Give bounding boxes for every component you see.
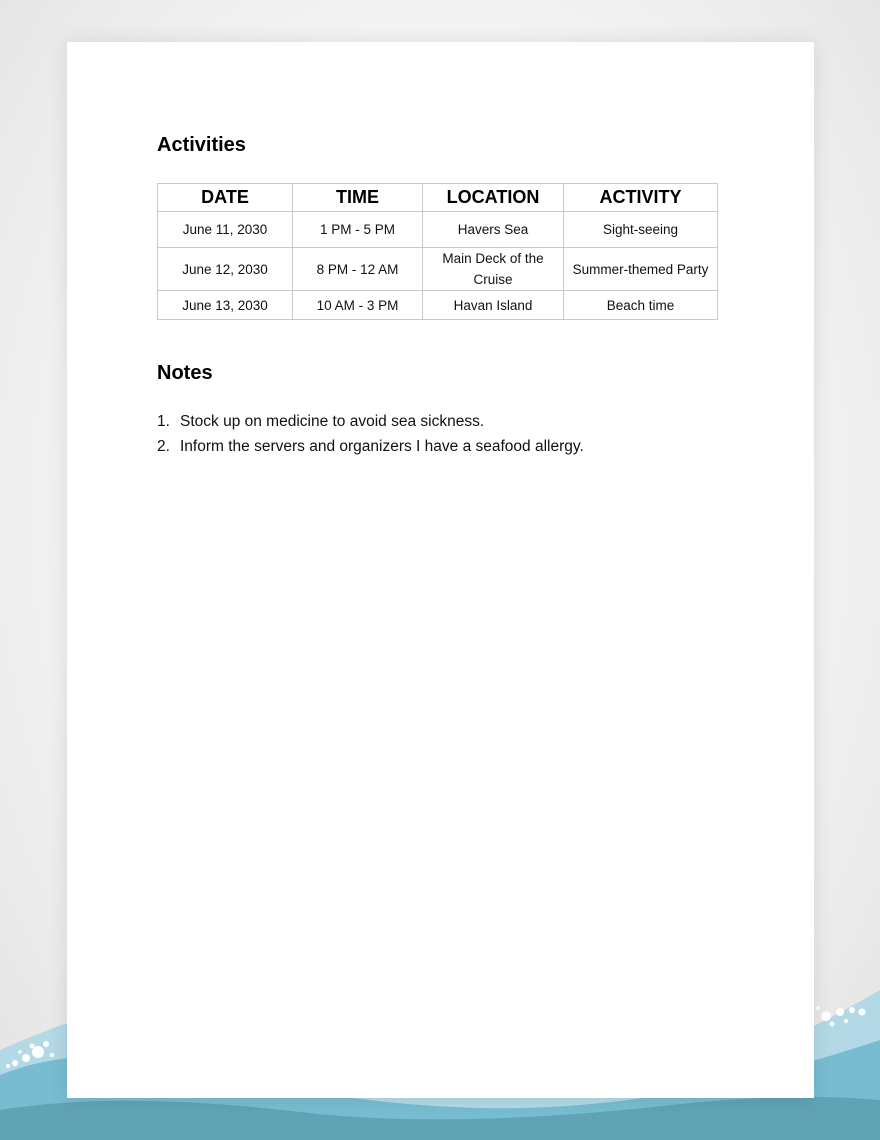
cell-location: Havan Island <box>423 291 564 320</box>
notes-heading: Notes <box>157 362 213 384</box>
cell-time: 1 PM - 5 PM <box>293 212 423 248</box>
header-location: LOCATION <box>423 184 564 212</box>
document-page <box>67 42 814 1098</box>
list-item-text: Inform the servers and organizers I have a seafood allergy. <box>180 438 584 455</box>
cell-activity: Summer-themed Party <box>564 248 718 291</box>
list-item-text: Stock up on medicine to avoid sea sickness. <box>180 413 485 430</box>
notes-list <box>157 412 737 462</box>
header-activity: ACTIVITY <box>564 184 718 212</box>
table-header-row <box>158 184 718 212</box>
cell-activity: Sight-seeing <box>564 212 718 248</box>
header-time: TIME <box>293 184 423 212</box>
cell-date: June 11, 2030 <box>158 212 293 248</box>
cell-location: Main Deck of the Cruise <box>423 248 564 291</box>
cell-date: June 13, 2030 <box>158 291 293 320</box>
list-item-number: 1. <box>157 413 170 430</box>
table-row <box>158 248 718 291</box>
table-row <box>158 212 718 248</box>
list-item <box>157 412 737 437</box>
cell-location: Havers Sea <box>423 212 564 248</box>
cell-date: June 12, 2030 <box>158 248 293 291</box>
table-row <box>158 291 718 320</box>
cell-time: 8 PM - 12 AM <box>293 248 423 291</box>
activities-heading: Activities <box>157 134 246 156</box>
cell-activity: Beach time <box>564 291 718 320</box>
cell-time: 10 AM - 3 PM <box>293 291 423 320</box>
list-item <box>157 437 737 462</box>
activities-table <box>157 183 718 320</box>
list-item-number: 2. <box>157 438 170 455</box>
header-date: DATE <box>158 184 293 212</box>
